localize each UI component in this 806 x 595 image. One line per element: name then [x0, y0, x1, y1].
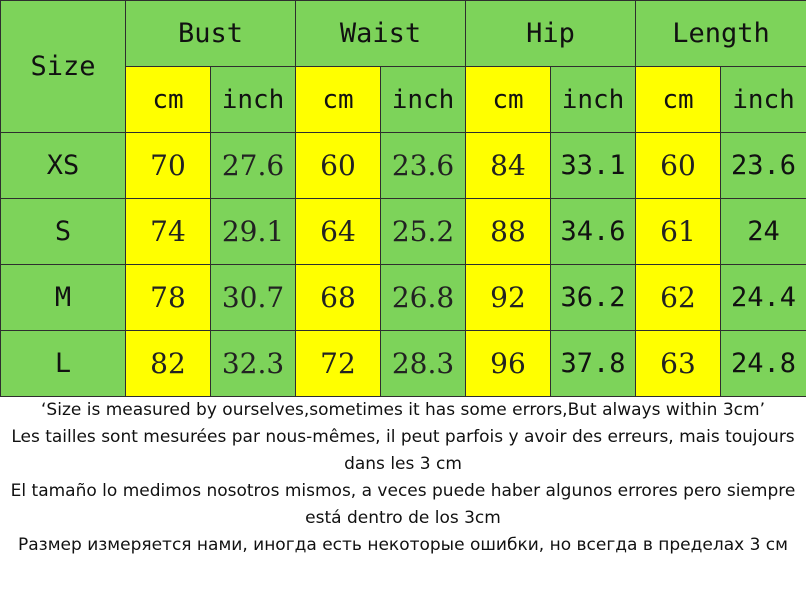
group-header-waist: Waist — [296, 1, 466, 67]
waist-inch-cell: 26.8 — [381, 265, 466, 331]
size-cell: M — [1, 265, 126, 331]
waist-inch-cell: 23.6 — [381, 133, 466, 199]
unit-header-length-inch: inch — [721, 67, 806, 133]
length-cm-cell: 62 — [636, 265, 721, 331]
length-inch-cell: 24.4 — [721, 265, 806, 331]
table-row — [1, 133, 806, 199]
group-header-hip: Hip — [466, 1, 636, 67]
hip-cm-cell: 84 — [466, 133, 551, 199]
bust-inch-cell: 30.7 — [211, 265, 296, 331]
unit-header-bust-cm: cm — [126, 67, 211, 133]
group-header-bust: Bust — [126, 1, 296, 67]
group-header-length: Length — [636, 1, 806, 67]
bust-inch-cell: 27.6 — [211, 133, 296, 199]
bust-cm-cell: 82 — [126, 331, 211, 397]
hip-inch-cell: 36.2 — [551, 265, 636, 331]
table-row — [1, 265, 806, 331]
bust-inch-cell: 32.3 — [211, 331, 296, 397]
size-cell: S — [1, 199, 126, 265]
unit-header-waist-inch: inch — [381, 67, 466, 133]
unit-header-waist-cm: cm — [296, 67, 381, 133]
size-cell: XS — [1, 133, 126, 199]
unit-header-hip-cm: cm — [466, 67, 551, 133]
waist-cm-cell: 72 — [296, 331, 381, 397]
unit-header-hip-inch: inch — [551, 67, 636, 133]
measurement-notes — [0, 397, 806, 595]
size-cell: L — [1, 331, 126, 397]
table-row — [1, 331, 806, 397]
waist-cm-cell: 68 — [296, 265, 381, 331]
bust-inch-cell: 29.1 — [211, 199, 296, 265]
table-row — [1, 199, 806, 265]
size-header: Size — [1, 1, 126, 133]
hip-inch-cell: 33.1 — [551, 133, 636, 199]
waist-inch-cell: 25.2 — [381, 199, 466, 265]
length-cm-cell: 63 — [636, 331, 721, 397]
length-cm-cell: 61 — [636, 199, 721, 265]
length-cm-cell: 60 — [636, 133, 721, 199]
note-french: Les tailles sont mesurées par nous-mêmes, il peut parfois y avoir des erreurs, mais toujours dans les 3 cm — [11, 427, 795, 474]
waist-cm-cell: 60 — [296, 133, 381, 199]
bust-cm-cell: 78 — [126, 265, 211, 331]
bust-cm-cell: 74 — [126, 199, 211, 265]
note-english: ‘Size is measured by ourselves,sometimes it has some errors,But always within 3cm’ — [41, 400, 765, 420]
length-inch-cell: 24 — [721, 199, 806, 265]
waist-inch-cell: 28.3 — [381, 331, 466, 397]
note-spanish: El tamaño lo medimos nosotros mismos, a veces puede haber algunos errores pero siempre está dentro de los 3cm — [10, 481, 796, 528]
bust-cm-cell: 70 — [126, 133, 211, 199]
hip-cm-cell: 96 — [466, 331, 551, 397]
hip-cm-cell: 88 — [466, 199, 551, 265]
hip-inch-cell: 34.6 — [551, 199, 636, 265]
note-russian: Размер измеряется нами, иногда есть некоторые ошибки, но всегда в пределах 3 см — [18, 535, 788, 555]
hip-cm-cell: 92 — [466, 265, 551, 331]
length-inch-cell: 23.6 — [721, 133, 806, 199]
length-inch-cell: 24.8 — [721, 331, 806, 397]
hip-inch-cell: 37.8 — [551, 331, 636, 397]
unit-header-bust-inch: inch — [211, 67, 296, 133]
unit-header-length-cm: cm — [636, 67, 721, 133]
waist-cm-cell: 64 — [296, 199, 381, 265]
